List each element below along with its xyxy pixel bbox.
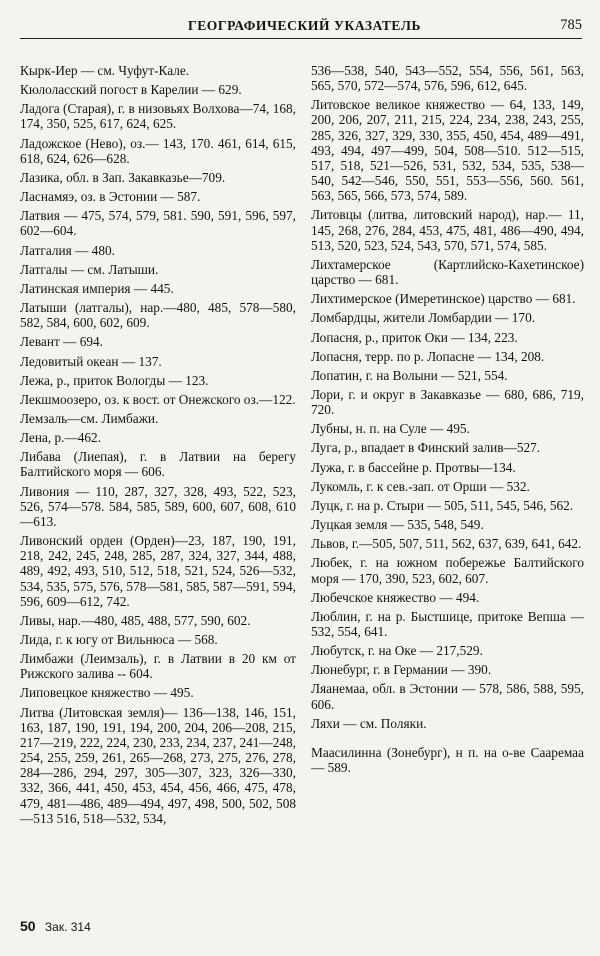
index-entry: Ливы, нар.—480, 485, 488, 577, 590, 602. <box>20 612 251 628</box>
index-entry: Лукомль, г. к сев.-зап. от Орши — 532. <box>311 478 530 494</box>
index-entry: Любечское княжество — 494. <box>311 589 480 605</box>
index-entry: Любутск, г. на Оке — 217,529. <box>311 643 483 659</box>
index-entry: Латыши (латгалы), нар.—480, 485, 578—580, 582, 584, 600, 602, 609. <box>20 300 296 331</box>
index-entry: Лопасня, терр. по р. Лопасне — 134, 208. <box>311 348 545 364</box>
index-entry: Кырк-Иер — см. Чуфут-Кале. <box>20 63 190 78</box>
index-entry: Литовское великое княжество — 64, 133, 149, 200, 206, 207, 211, 215, 224, 234, 238, 243, 255, 285, 326, 327, 329, 330, 355, 450, 454, 489—491, 493, 494, 497—499, 504, 508—510. 512—515, 517, 518, 521—526, 531, 532, 534, 535, 538—540, 542—546, 550, 551, 553—556, 560. 561, 563, 565, 566, 573, 574, 589. <box>311 97 584 204</box>
index-entry: Луга, р., впадает в Финский залив—527. <box>311 440 541 456</box>
index-entry: Латгалия — 480. <box>20 242 115 258</box>
index-entry: Лопатин, г. на Волыни — 521, 554. <box>311 367 508 383</box>
index-entry: Лимбажи (Леимзаль), г. в Латвии в 20 км от Рижского залива -- 604. <box>20 651 296 682</box>
index-entry: Луцк, г. на р. Стыри — 505, 511, 545, 546, 562. <box>311 497 574 513</box>
index-entry: Ладожское (Нево), оз.— 143, 170. 461, 614, 615, 618, 624, 626—628. <box>20 135 296 166</box>
index-entry: Либава (Лиепая), г. в Латвии на берегу Балтийского моря — 606. <box>20 449 296 480</box>
index-entry: Лихтимерское (Имеретинское) царство — 681. <box>311 291 576 307</box>
running-title: ГЕОГРАФИЧЕСКИЙ УКАЗАТЕЛЬ <box>188 18 422 33</box>
index-entry: Ливония — 110, 287, 327, 328, 493, 522, 523, 526, 574—578. 584, 585, 589, 600, 607, 608, 610—613. <box>20 483 296 529</box>
signature-number: 50 <box>20 918 36 934</box>
index-entry: Люблин, г. на р. Быстшице, притоке Вепша — 532, 554, 641. <box>311 608 584 639</box>
index-entry: Ляхи — см. Поляки. <box>311 715 427 731</box>
index-entry: Лежа, р., приток Вологды — 123. <box>20 372 209 388</box>
index-entry: Лена, р.—462. <box>20 430 102 446</box>
index-entry: Ломбардцы, жители Ломбардии — 170. <box>311 310 536 326</box>
index-entry: Ладога (Старая), г. в низовьях Волхова—74, 168, 174, 350, 525, 617, 624, 625. <box>20 101 296 132</box>
index-entry: Ласнамяэ, оз. в Эстонии — 587. <box>20 189 201 205</box>
index-entry: Латвия — 475, 574, 579, 581. 590, 591, 596, 597, 602—604. <box>20 208 296 239</box>
index-entry: Лубны, н. п. на Суле — 495. <box>311 421 470 437</box>
index-entry: 536—538, 540, 543—552, 554, 556, 561, 563, 565, 570, 572—574, 576, 596, 612, 645. <box>311 63 584 94</box>
right-column <box>311 63 584 779</box>
index-entry: Лазика, обл. в Зап. Закавказье—709. <box>20 169 226 185</box>
index-entry: Лопасня, р., приток Оки — 134, 223. <box>311 329 518 345</box>
index-entry: Лекшмоозеро, оз. к вост. от Онежского оз.—122. <box>20 391 296 407</box>
index-entry: Лужа, г. в бассейне р. Протвы—134. <box>311 459 516 475</box>
index-entry: Литовцы (литва, литовский народ), нар.— 11, 145, 268, 276, 284, 453, 475, 481, 486—490, 494, 513, 520, 523, 524, 543, 570, 571, 574, 585. <box>311 207 584 253</box>
index-entry: Кюлоласский погост в Карелии — 629. <box>20 82 242 98</box>
order-number: Зак. 314 <box>44 920 91 934</box>
index-entry: Ляанемаа, обл. в Эстонии — 578, 586, 588, 595, 606. <box>311 681 584 712</box>
index-entry: Липовецкое княжество — 495. <box>20 685 194 701</box>
index-entry: Латинская империя — 445. <box>20 280 174 296</box>
index-entry: Левант — 694. <box>20 334 103 350</box>
index-entry: Латгалы — см. Латыши. <box>20 261 159 277</box>
page-header <box>20 16 582 39</box>
index-entry: Луцкая земля — 535, 548, 549. <box>311 517 484 533</box>
index-entry: Лида, г. к югу от Вильнюса — 568. <box>20 632 218 647</box>
index-entry: Литва (Литовская земля)— 136—138, 146, 151, 163, 187, 190, 191, 194, 200, 204, 206—208, 215, 217—219, 222, 224, 230, 233, 234, 237, 241—248, 254, 255, 259, 261, 265—268, 273, 275, 276, 278, 284—286, 294, 297, 305—307, 323, 326—330, 332, 366, 441, 450, 453, 454, 456, 466, 475, 478, 479, 481—486, 489—494, 497, 498, 500, 502, 508—513 516, 518—532, 534, <box>20 704 296 826</box>
printer-signature <box>20 918 91 934</box>
index-entry: Ливонский орден (Орден)—23, 187, 190, 191, 218, 242, 245, 248, 285, 287, 324, 327, 344, 488, 489, 492, 493, 510, 512, 518, 521, 524, 526—532, 534, 535, 575, 576, 578—581, 585, 587—591, 594, 596, 609—612, 742. <box>20 533 296 609</box>
index-entry: Лори, г. и округ в Закавказье — 680, 686, 719, 720. <box>311 386 584 418</box>
index-entry: Маасилинна (Зонебург), н п. на о-ве Сааремаа — 589. <box>311 744 584 776</box>
index-entry: Львов, г.—505, 507, 511, 562, 637, 639, 641, 642. <box>311 536 582 552</box>
index-entry: Лихтамерское (Картлийско-Кахетинское) царство — 681. <box>311 256 584 288</box>
index-entry: Люнебург, г. в Германии — 390. <box>311 662 492 678</box>
index-entry: Ледовитый океан — 137. <box>20 353 162 369</box>
index-entry: Любек, г. на южном побережье Балтийского моря — 170, 390, 523, 602, 607. <box>311 555 584 586</box>
left-column <box>20 63 296 830</box>
index-entry: Лемзаль—см. Лимбажи. <box>20 410 159 426</box>
page-number: 785 <box>560 17 582 33</box>
